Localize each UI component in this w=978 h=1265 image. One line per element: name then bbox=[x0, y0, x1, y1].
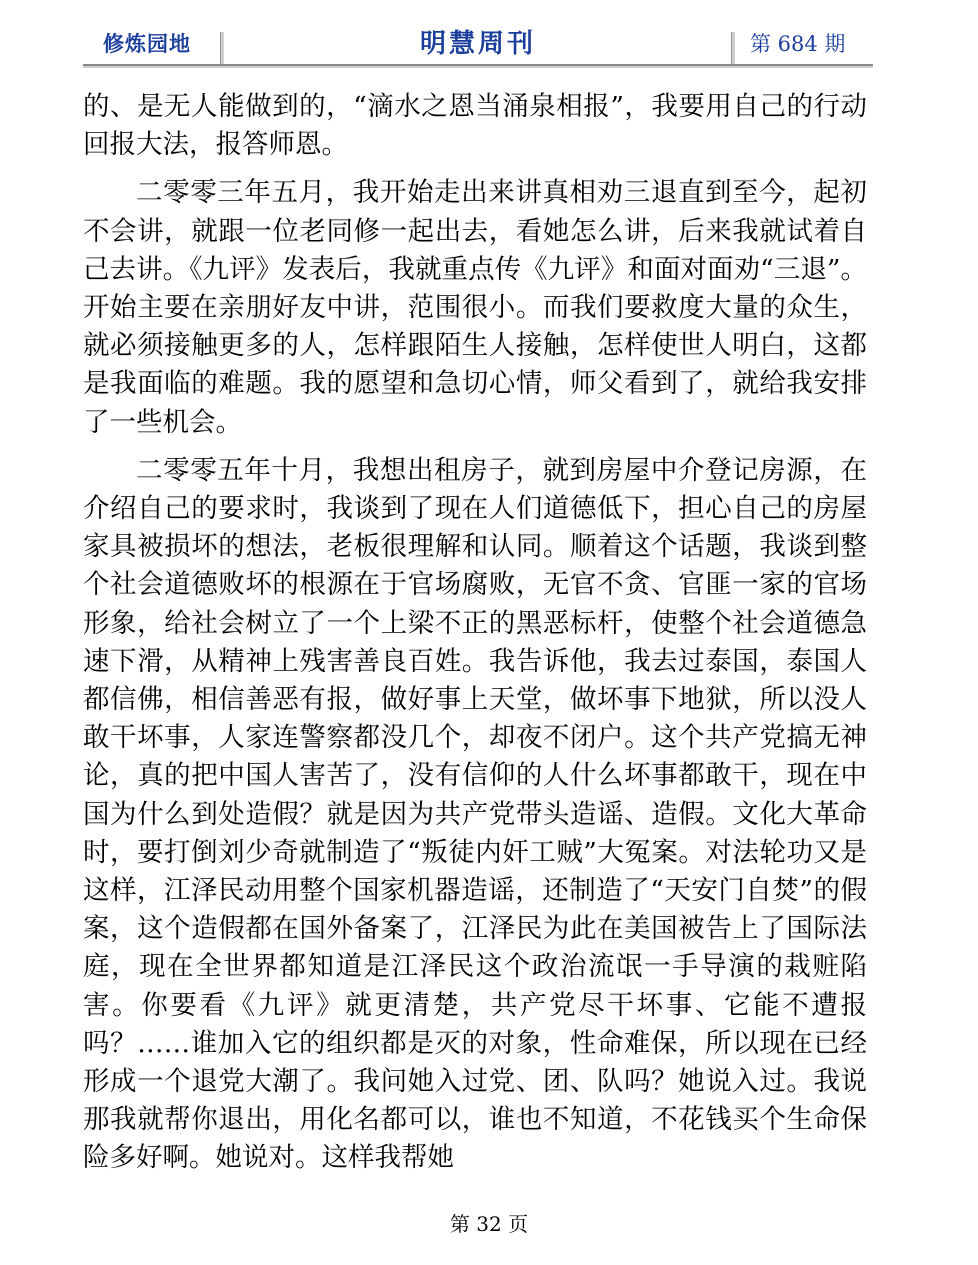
paragraph: 二零零三年五月，我开始走出来讲真相劝三退直到至今，起初不会讲，就跟一位老同修一起出去，看她怎么讲，后来我就试着自己去讲。《九评》发表后，我就重点传《九评》和面对面劝“三退”。开始主要在亲朋好友中讲，范围很小。而我们要救度大量的众生，就必须接触更多的人，怎样跟陌生人接触，怎样使世人明白，这都是我面临的难题。我的愿望和急切心情，师父看到了，就给我安排了一些机会。 bbox=[83, 177, 867, 438]
header-divider bbox=[731, 32, 735, 64]
page-number: 第 32 页 bbox=[449, 1212, 529, 1236]
header-rule bbox=[83, 64, 873, 68]
page-header bbox=[83, 22, 873, 64]
paragraph: 的、是无人能做到的，“滴水之恩当涌泉相报”，我要用自己的行动回报大法，报答师恩。 bbox=[83, 91, 867, 161]
issue-number: 第 684 期 bbox=[750, 32, 846, 56]
article-body bbox=[83, 88, 867, 1178]
publication-title: 明慧周刊 bbox=[419, 29, 536, 59]
section-name: 修炼园地 bbox=[103, 31, 191, 56]
paragraph: 二零零五年十月，我想出租房子，就到房屋中介登记房源，在介绍自己的要求时，我谈到了现在人们道德低下，担心自己的房屋家具被损坏的想法，老板很理解和认同。顺着这个话题，我谈到整个社会道德败坏的根源在于官场腐败，无官不贪、官匪一家的官场形象，给社会树立了一个上梁不正的黑恶标杆，使整个社会道德急速下滑，从精神上残害善良百姓。我告诉他，我去过泰国，泰国人都信佛，相信善恶有报，做好事上天堂，做坏事下地狱，所以没人敢干坏事，人家连警察都没几个，却夜不闭户。这个共产党搞无神论，真的把中国人害苦了，没有信仰的人什么坏事都敢干，现在中国为什么到处造假？就是因为共产党带头造谣、造假。文化大革命时，要打倒刘少奇就制造了“叛徒内奸工贼”大冤案。对法轮功又是这样，江泽民动用整个国家机器造谣，还制造了“天安门自焚”的假案，这个造假都在国外备案了，江泽民为此在美国被告上了国际法庭，现在全世界都知道是江泽民这个政治流氓一手导演的栽赃陷害。你要看《九评》就更清楚，共产党尽干坏事、它能不遭报吗？……谁加入它的组织都是灭的对象，性命难保，所以现在已经形成一个退党大潮了。我问她入过党、团、队吗？她说入过。我说那我就帮你退出，用化名都可以，谁也不知道，不花钱买个生命保险多好啊。她说对。这样我帮她 bbox=[83, 454, 867, 1174]
